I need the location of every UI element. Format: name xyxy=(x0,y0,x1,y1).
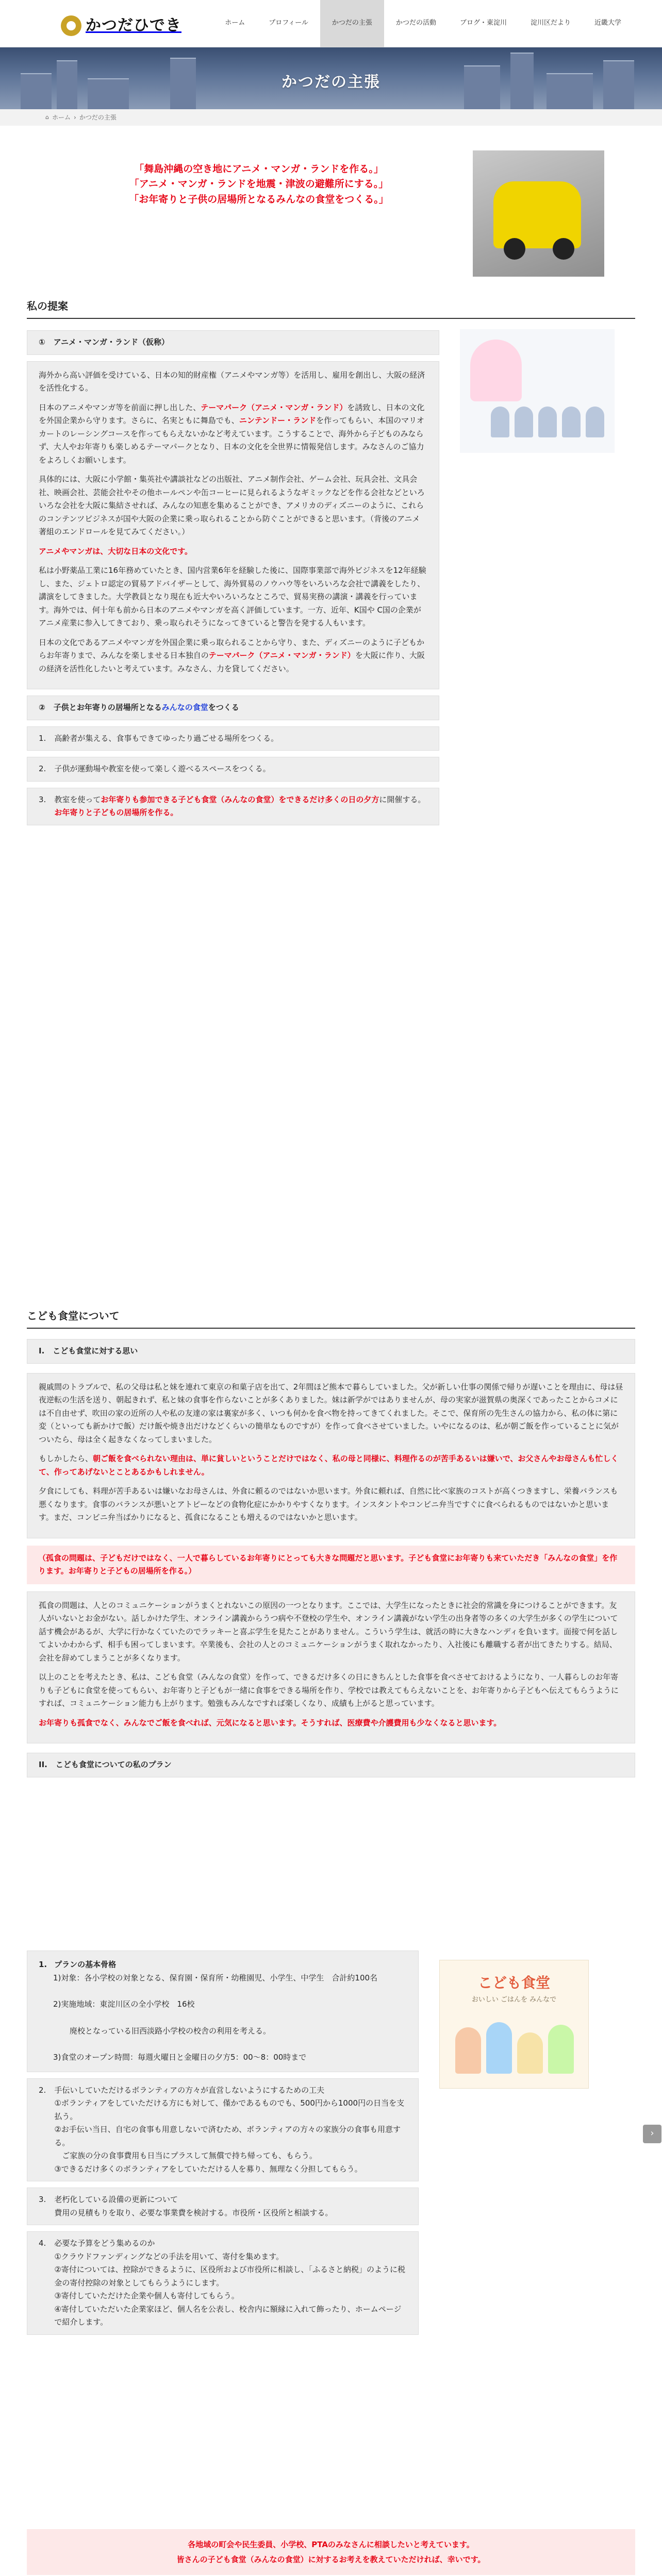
wheel-shape xyxy=(504,238,525,260)
nav-blog[interactable]: ブログ・東淀川 xyxy=(459,19,507,27)
callout-box: （孤食の問題は、子どもだけではなく、一人で暮らしているお年寄りにとっても大きな問題だと思います。子ども食堂にお年寄りも来ていただき「みんなの食堂」を作ります。お年寄りと子どもの居場所を作る。） xyxy=(27,1546,635,1584)
highlight: 朝ご飯を食べられない理由は、単に貧しいということだけではなく、私の母と同様に、料理作るのが苦手あるいは嫌いで、お父さんやお母さんも忙しくて、作ってあげないとことあるかもしれません。 xyxy=(39,1454,619,1477)
item-number: 2. xyxy=(39,764,46,773)
home-icon: ⌂ xyxy=(45,113,49,121)
site-header xyxy=(0,0,662,47)
plan-item xyxy=(27,2231,419,2335)
plan-detail: 廃校となっている旧西淡路小学校の校舎の利用を考える。 xyxy=(70,2026,271,2036)
highlight: テーマパーク（アニメ・マンガ・ランド） xyxy=(201,402,347,412)
logo-text: かつだひでき xyxy=(86,16,181,35)
paragraph: 親戚間のトラブルで、私の父母は私と妹を連れて東京の和菓子店を出て、2年間ほど熊本で暮らしていました。父が新しい仕事の関係で帰りが遅いことを理由に、母は昼夜逆転の生活を送り、朝起きれず、私と妹の食事を作らないことが多くありました。妹は新学がではありませんが、母の実家が滋賀県の奥深くであったことからコメには不自由せず、吹田の家の近所の人や私の友達の家は裏家が多く、いつも何かを食べ物を持ってきてくれました。そこで、保育所の先生さんの協力から、私の体に第に変（といっても新かけで飯）だけ飯や焼き出だけなどくらいの簡単なものですが）を作って食べさせていました。いやになるのは、私が朝ご飯を作っていることに気がついたら、母は全く起きなくなってしまいました。 xyxy=(39,1382,623,1444)
sub-item xyxy=(27,757,439,782)
tuktuk-photo xyxy=(473,150,604,277)
proposal-item-1 xyxy=(27,330,439,355)
item-number: ① xyxy=(39,337,45,347)
item-number: 1. xyxy=(39,1960,47,1969)
item-text: 必要な予算をどう集めるのか ①クラウドファンディングなどの手法を用いて、寄付を集めます。 ②寄付については、控除ができるように、区役所および市役所に相談し、「ふるさと納税」のように税金の寄付控除の対象としてもらうようにします。 ③寄付していただけた企業や個人も寄付してもらう。 ④寄付していただいた企業家ほど、個人名を公表し、校舎内に額縁に入れて飾ったり、ホームページで紹介します。 xyxy=(54,2239,405,2327)
item-title xyxy=(54,701,239,715)
subheading xyxy=(27,1339,635,1364)
text: 私は小野薬品工業に16年務めていたとき、国内営業6年を経験した後に、国際事業部で海外ビジネスを12年経験し、また、ジェトロ認定の貿易アドバイザーとして、海外貿易のノウハウ等をいろいろな会社で講義をしたり、講演をしてきました。大学教員となり現在も近大やいろいろなところで、貿易実務の講演・講義を行っています。海外では、何十年も前から日本のアニメやマンガを高く評価しています。一方、近年、K国や C国の企業がアニメ産業に参入してきており、乗っ取られそうになってきていると警告を発する人もいます。 xyxy=(39,566,426,628)
item-text xyxy=(54,793,427,820)
item-number: 2. xyxy=(39,2085,46,2095)
children-illustration xyxy=(455,2017,574,2074)
plan-item xyxy=(27,2078,419,2182)
plan-list xyxy=(27,1944,419,2341)
page-title: かつだの主張 xyxy=(282,73,380,91)
logo-icon xyxy=(61,15,81,36)
highlight: お年寄りも参加できる子ども食堂（みんなの食堂）をできるだけ多くの日の夕方 xyxy=(101,794,379,804)
section-heading: こども食堂について xyxy=(27,1303,635,1329)
item-title: プランの基本骨格 xyxy=(54,1960,117,1969)
paragraph xyxy=(39,636,427,676)
sub-item xyxy=(27,788,439,825)
nav-kindai[interactable]: 近畿大学 xyxy=(594,19,621,27)
poster-title: こども食堂 xyxy=(477,1974,550,1991)
text: を誘致し、日本の文化を外国企業から守ります。さらに、名実ともに舞島でも、 xyxy=(39,402,425,425)
people-icons xyxy=(491,406,604,437)
text: 教室を使って xyxy=(54,794,101,804)
tuktuk-body xyxy=(493,181,581,248)
highlight-paragraph: お年寄りも孤食でなく、みんなでご飯を食べれば、元気になると思います。そうすれば、医療費や介護費用も少なくなると思います。 xyxy=(39,1718,502,1727)
community-illustration xyxy=(460,329,615,453)
item-number: ② xyxy=(39,703,45,712)
slogan-line: 「お年寄りと子供の居場所となるみんなの食堂をつくる。」 xyxy=(129,193,389,205)
item-number: 3. xyxy=(39,794,46,804)
poster-subtitle: おいしい ごはんを みんなで xyxy=(471,1996,557,2004)
nav-yodogawa[interactable]: 淀川区だより xyxy=(530,19,571,27)
plan-detail: 1)対象：各小学校の対象となる、保育園・保育所・幼稚園児、小学生、中学生 合計約100名 xyxy=(53,1973,378,1982)
slogan-line: 「舞島沖縄の空き地にアニメ・マンガ・ランドを作る。」 xyxy=(134,163,384,175)
text: を大阪に作り、大阪の経済を活性化したいと考えています。みなさん、力を貸してください。 xyxy=(39,651,425,673)
scroll-top-icon[interactable]: › xyxy=(643,2125,661,2143)
item-number: 3. xyxy=(39,2195,46,2204)
item-number: 1. xyxy=(39,733,46,743)
highlight: テーマパーク（アニメ・マンガ・ランド） xyxy=(208,651,355,660)
text: 日本の文化であるアニメやマンガを外国企業に乗っ取られることから守り、また、ディズニーのように子どもからお年寄りまで、みんなを楽しませる日本独自の xyxy=(39,637,425,660)
kodomo-poster xyxy=(439,1960,589,2089)
item-text: 高齢者が集える、食事もできてゆったり過ごせる場所をつくる。 xyxy=(54,733,279,743)
plan-title-row xyxy=(39,1958,407,1972)
kodomo-panel xyxy=(27,1591,635,1744)
kodomo-panel xyxy=(27,1373,635,1538)
paragraph: 海外から高い評価を受けている、日本の知的財産権（アニメやマンガ等）を活用し、雇用を創出し、大阪の経済を活性化する。 xyxy=(39,370,425,393)
text: 日本のアニメやマンガ等を前面に押し出した、 xyxy=(39,402,201,412)
highlight-paragraph: アニメやマンガは、大切な日本の文化です。 xyxy=(39,546,193,556)
paragraph: 以上のことを考えたとき、私は、こども食堂（みんなの食堂）を作って、できるだけ多くの日にきちんとした食事を食べさせておけるようになり、一人暮らしのお年寄りも子どもに食堂を使ってもらい、お年寄りと子どもが一緒に食事をできる場所を作り、学校では教えてもらえないことを、お年寄りから子どもへ伝えてもらうようにすれば、コミュニケーション能力も上がります。勉強もみんなですれば楽しくなり、成績も上がると思っています。 xyxy=(39,1672,619,1708)
breadcrumb-current: かつだの主張 xyxy=(79,113,117,121)
appeal-line: 皆さんの子ども食堂（みんなの食堂）に対するお考えを教えていただければ、幸いです。 xyxy=(176,2554,486,2564)
hero-banner xyxy=(0,47,662,109)
proposal-panel xyxy=(27,361,439,690)
item-title: こども食堂に対する思い xyxy=(53,1346,138,1355)
paragraph xyxy=(39,401,427,467)
site-logo[interactable] xyxy=(61,12,181,39)
proposal-body xyxy=(27,324,439,832)
text: 子供とお年寄りの居場所となる xyxy=(53,703,162,712)
nav-home[interactable]: ホーム xyxy=(225,19,245,27)
paragraph xyxy=(39,564,427,630)
item-number: 4. xyxy=(39,2239,46,2248)
item-number: I. xyxy=(39,1346,45,1355)
intro-slogans xyxy=(58,162,460,207)
appeal-box xyxy=(27,2529,635,2575)
nav-profile[interactable]: プロフィール xyxy=(269,19,308,27)
item-text: 老朽化している設備の更新について 費用の見積もりを取り、必要な事業費を検討する。市役所・区役所と相談する。 xyxy=(54,2195,333,2217)
wheel-shape xyxy=(553,238,574,260)
hand-shape xyxy=(470,340,522,401)
item-title: アニメ・マンガ・ランド（仮称） xyxy=(53,337,169,347)
text: をつくる xyxy=(208,703,239,712)
nav-opinion[interactable]: かつだの主張 xyxy=(320,0,384,47)
item-text: 手伝いしていただけるボランティアの方々が直営しないようにするための工夫 ①ボランティアをしていただける方にも対して、僅かであるものでも、500円から1000円の日当を支払う。 ②お手伝い当日、自宅の食事も用意しないで済むため、ボランティアの方々の家族分の食事も用意する。 ご家族の分の食事費用も日当にプラスして無償で持ち帰っても、もらう。 ③できるだけ多くのボランティアをしていただける人を募り、無理なく分担してもらう。 xyxy=(54,2085,405,2174)
item-number: II. xyxy=(39,1760,47,1769)
breadcrumb-separator: › xyxy=(74,113,76,121)
breadcrumb xyxy=(0,109,662,126)
highlight: みんなの食堂 xyxy=(161,703,208,712)
highlight: ニンテンドー・ランド xyxy=(239,416,317,425)
text: に開催する。 xyxy=(379,794,426,804)
plan-detail: 2)実施地域：東淀川区の全小学校 16校 xyxy=(53,1999,195,2009)
plan-item xyxy=(27,1951,419,2072)
sub-item xyxy=(27,726,439,751)
slogan-line: 「アニメ・マンガ・ランドを地震・津波の避難所にする。」 xyxy=(129,178,389,190)
kodomo-section xyxy=(27,1303,635,1784)
text: もしかしたら、 xyxy=(39,1454,93,1463)
breadcrumb-home[interactable]: ホーム xyxy=(52,113,71,121)
paragraph: 具体的には、大阪に小学館・集英社や講談社などの出版社、アニメ制作会社、ゲーム会社、玩具会社、文具会社、映画会社、芸能会社やその他ホールペンや缶コーヒーに見られるようなギミックなどを作る会社などといろいろな会社を大阪に集結させれば、みんなの知恵を集めることができ、アメリカのディズニーのように、これらのコンテンツビジネスが国や大阪の企業に乗っ取られることから防ぐことができると思います。（背後のアニメ著組のエンドロールを見てみてください。） xyxy=(39,474,425,536)
plan-item xyxy=(27,2188,419,2225)
proposal-item-2 xyxy=(27,696,439,720)
item-title: こども食堂についての私のプラン xyxy=(55,1760,172,1769)
paragraph: 孤食の問題は、人とのコミュニケーションがうまくとれないこの原因の一つとなります。ここでは、大学生になったときに社会的常識を身につけることができます。友人がいないとお金がない。話しかけた学生、オンライン講義からうつ病や不登校の学生や、オンライン講義がない学生の出身者等の多くの大学生が多くの学生について話す機会があるが、大学に行かなくていたのでラッキーと喜ぶ学生を見たことがありません。こういう学生は、就活の時に大きなハンディを負います。面接で何を話してよいかわからず、相手も困ってしまいます。卒業後も、会社の人とのコミュニケーションがうまく取れなかったり、入社後にも離職する者が出てきたりする。結局、会社を辞めてしまうことが多くなります。 xyxy=(39,1600,618,1663)
paragraph xyxy=(39,1452,623,1479)
highlight: お年寄りと子どもの居場所を作る。 xyxy=(54,808,178,817)
plan-detail: 3)食堂のオープン時間：毎週火曜日と金曜日の夕方5：00〜8：00時まで xyxy=(53,2053,307,2062)
subheading xyxy=(27,1753,635,1777)
global-nav xyxy=(213,0,633,47)
text: を作ってもらい、本国のマリオカートのレーシングコースを作ってもらえないかなど考えています。こうすることで、海外から子どものみならず、大人やお年寄りも楽しめるテーマパークとなり、日本の文化を全世界に情報発信します。みなさんのご協力をよろしくお願いします。 xyxy=(39,416,424,465)
paragraph: 夕食にしても、料理が苦手あるいは嫌いなお母さんは、外食に頼るのではないか思います。外食に頼れば、自然に比べ家族のコストが高くつきますし、栄養バランスも悪くなります。食事のバランスが悪いとアトピーなどの食物化症にかかりやすくなります。インスタントやコンビニ弁当ですぐに食べられるものではないかと思います。まだ、コンビニ弁当ばかりになると、孤食になることも増えるのではないかと思います。 xyxy=(39,1486,618,1522)
nav-activities[interactable]: かつだの活動 xyxy=(395,19,436,27)
section-heading: 私の提案 xyxy=(27,293,635,319)
item-text: 子供が運動場や教室を使って楽しく遊べるスペースをつくる。 xyxy=(54,764,271,773)
appeal-line: 各地域の町会や民生委員、小学校、PTAのみなさんに相談したいと考えています。 xyxy=(188,2540,474,2549)
